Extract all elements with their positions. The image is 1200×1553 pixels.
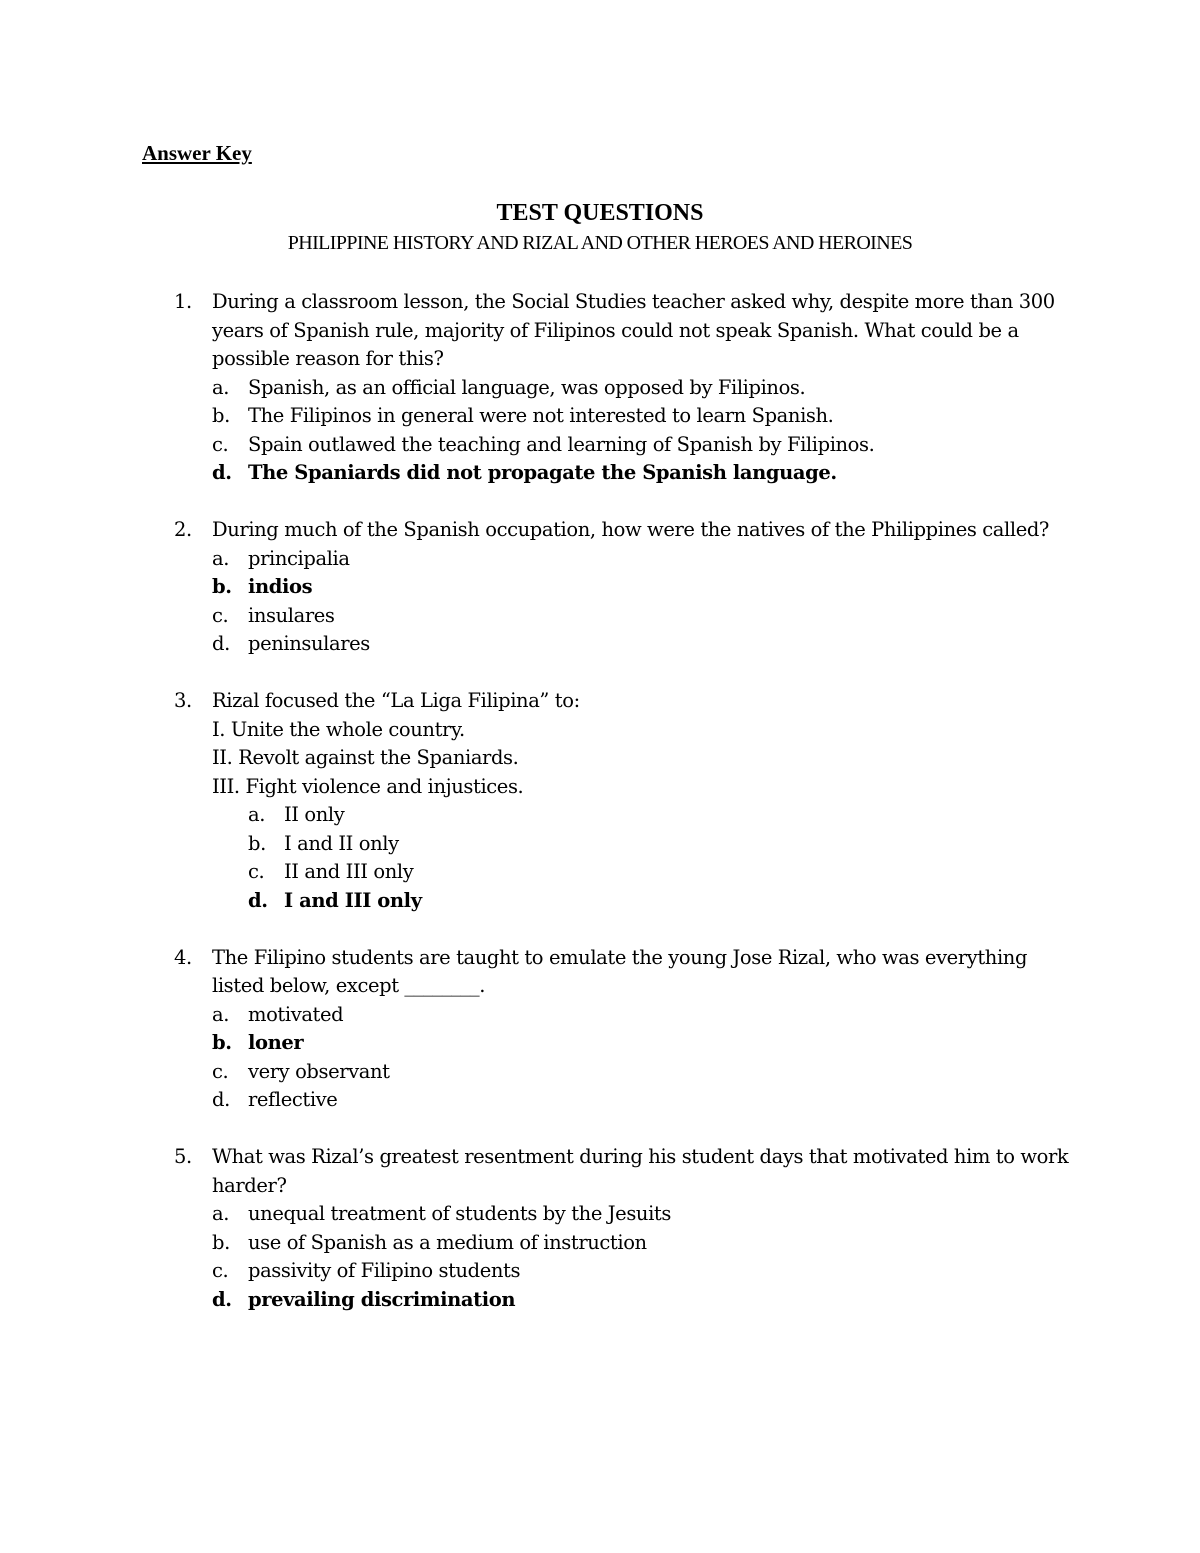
- option-text: very observant: [248, 1059, 390, 1083]
- option-text: Spain outlawed the teaching and learning of Spanish by Filipinos.: [248, 432, 875, 456]
- option-letter: a.: [212, 1002, 230, 1026]
- option-text: insulares: [248, 603, 335, 627]
- question-text: During a classroom lesson, the Social Studies teacher asked why, despite more than 300 years of Spanish rule, majority of Filipinos could not speak Spanish. What could be a possible reason for this?: [212, 290, 1055, 370]
- option-c: [212, 1058, 1074, 1087]
- option-letter: a.: [212, 546, 230, 570]
- option-b-correct-answer: [212, 1029, 1074, 1058]
- option-d-correct-answer: [212, 459, 1074, 488]
- option-letter: a.: [212, 375, 230, 399]
- question-number: 5.: [174, 1145, 192, 1168]
- option-letter: c.: [212, 603, 229, 627]
- option-a: [212, 1001, 1074, 1030]
- option-text: I and III only: [284, 888, 422, 912]
- option-letter: b.: [212, 1031, 232, 1054]
- option-letter: d.: [212, 1088, 230, 1111]
- question-list: [174, 288, 1074, 1343]
- statement-3: III. Fight violence and injustices.: [212, 774, 524, 798]
- option-c: [212, 1257, 1074, 1286]
- question-2: [174, 516, 1074, 659]
- option-text: The Spaniards did not propagate the Spanish language.: [248, 461, 837, 484]
- option-letter: b.: [212, 1230, 230, 1254]
- option-letter: d.: [248, 888, 268, 912]
- option-b-correct-answer: [212, 573, 1074, 602]
- statement-1: I. Unite the whole country.: [212, 717, 465, 741]
- option-list: [212, 801, 1074, 915]
- option-text: prevailing discrimination: [248, 1287, 516, 1311]
- option-d-correct-answer: [212, 1286, 1074, 1315]
- option-text: motivated: [248, 1002, 344, 1026]
- option-text: peninsulares: [248, 632, 370, 655]
- option-d: [212, 1086, 1074, 1115]
- option-letter: d.: [212, 632, 230, 655]
- page-subtitle: PHILIPPINE HISTORY AND RIZAL AND OTHER HEROES AND HEROINES: [287, 232, 913, 254]
- option-text: reflective: [248, 1088, 338, 1111]
- question-number: 2.: [174, 518, 192, 541]
- question-1: [174, 288, 1074, 488]
- question-4: [174, 944, 1074, 1115]
- question-text: During much of the Spanish occupation, how were the natives of the Philippines called?: [212, 518, 1049, 541]
- option-d: [212, 630, 1074, 659]
- answer-key-heading: Answer Key: [142, 141, 252, 165]
- option-text: The Filipinos in general were not interested to learn Spanish.: [248, 404, 834, 427]
- option-b: [212, 402, 1074, 431]
- statement-2: II. Revolt against the Spaniards.: [212, 746, 519, 769]
- option-letter: a.: [212, 1202, 230, 1225]
- question-number: 4.: [174, 945, 192, 969]
- option-b: [248, 830, 1074, 859]
- option-a: [212, 374, 1074, 403]
- question-text: The Filipino students are taught to emulate the young Jose Rizal, who was everything listed below, except ________.: [212, 945, 1028, 997]
- option-a: [212, 1200, 1074, 1229]
- option-letter: c.: [212, 432, 229, 456]
- question-number: 3.: [174, 689, 192, 712]
- page-title: TEST QUESTIONS: [496, 200, 704, 226]
- question-text: Rizal focused the “La Liga Filipina” to:: [212, 689, 580, 712]
- option-a: [248, 801, 1074, 830]
- option-letter: c.: [212, 1059, 229, 1083]
- option-text: passivity of Filipino students: [248, 1259, 521, 1282]
- option-d-correct-answer: [248, 887, 1074, 916]
- option-letter: b.: [212, 575, 232, 598]
- option-a: [212, 545, 1074, 574]
- question-text: What was Rizal’s greatest resentment during his student days that motivated him to work harder?: [212, 1145, 1069, 1197]
- option-text: I and II only: [284, 831, 399, 855]
- option-letter: d.: [212, 1287, 232, 1311]
- option-letter: a.: [248, 803, 266, 826]
- question-number: 1.: [174, 290, 192, 313]
- option-c: [248, 858, 1074, 887]
- option-letter: b.: [248, 831, 266, 855]
- option-c: [212, 602, 1074, 631]
- option-b: [212, 1229, 1074, 1258]
- option-text: Spanish, as an official language, was opposed by Filipinos.: [248, 375, 806, 399]
- option-text: II and III only: [284, 860, 414, 883]
- option-text: use of Spanish as a medium of instruction: [248, 1230, 647, 1254]
- question-5: [174, 1143, 1074, 1314]
- option-text: indios: [248, 575, 313, 598]
- option-text: principalia: [248, 546, 350, 570]
- option-text: loner: [248, 1031, 304, 1054]
- option-letter: d.: [212, 461, 232, 484]
- option-c: [212, 431, 1074, 460]
- option-letter: c.: [212, 1259, 229, 1282]
- option-letter: b.: [212, 404, 230, 427]
- question-3: [174, 687, 1074, 915]
- option-text: II only: [284, 803, 345, 826]
- option-letter: c.: [248, 860, 265, 883]
- option-text: unequal treatment of students by the Jesuits: [248, 1202, 671, 1225]
